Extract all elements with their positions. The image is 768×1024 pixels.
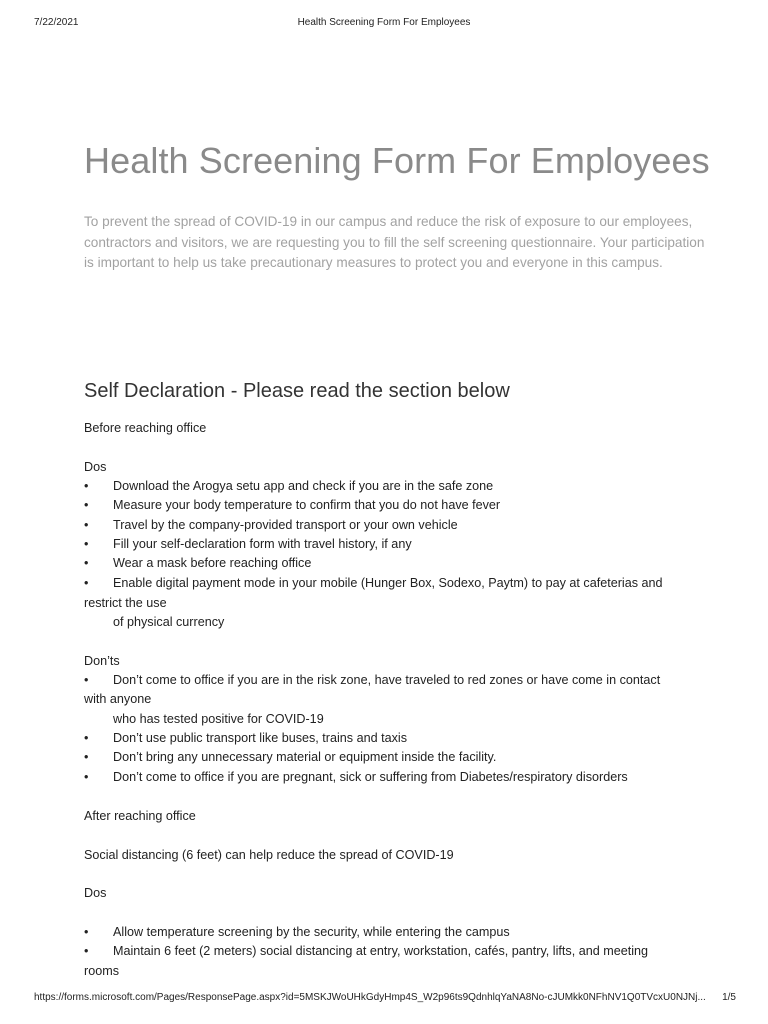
print-date: 7/22/2021	[34, 17, 79, 28]
list-item-text: Allow temperature screening by the security, while entering the campus	[113, 925, 510, 939]
list-item-text: Wear a mask before reaching office	[113, 556, 312, 570]
list-item-text: Don’t come to office if you are pregnant, sick or suffering from Diabetes/respiratory disorders	[113, 770, 628, 784]
bullet: •	[84, 770, 89, 784]
list-item-text: Don’t come to office if you are in the risk zone, have traveled to red zones or have come in contact	[113, 673, 661, 687]
before-reaching-office-heading: Before reaching office	[84, 421, 207, 435]
list-item-text: Don’t use public transport like buses, trains and taxis	[113, 731, 408, 745]
list-item-text: Measure your body temperature to confirm that you do not have fever	[113, 498, 501, 512]
bullet: •	[84, 518, 89, 532]
print-page-title: Health Screening Form For Employees	[297, 17, 471, 28]
after-reaching-office-heading: After reaching office	[84, 809, 196, 823]
bullet: •	[84, 556, 89, 570]
list-item-text: Maintain 6 feet (2 meters) social distancing at entry, workstation, cafés, pantry, lifts, and meeting	[113, 944, 649, 958]
print-page-number: 1/5	[722, 992, 736, 1003]
bullet: •	[84, 731, 89, 745]
bullet: •	[84, 944, 89, 958]
list-item-text: Enable digital payment mode in your mobile (Hunger Box, Sodexo, Paytm) to pay at cafeterias and	[113, 576, 663, 590]
bullet: •	[84, 498, 89, 512]
form-title: Health Screening Form For Employees	[84, 140, 710, 181]
donts-label: Don’ts	[84, 654, 120, 668]
list-item-continuation: rooms	[84, 964, 119, 978]
print-header	[0, 17, 768, 33]
bullet: •	[84, 750, 89, 764]
list-item-continuation: restrict the use	[84, 596, 167, 610]
list-item-text: Download the Arogya setu app and check if you are in the safe zone	[113, 479, 494, 493]
list-item-continuation: who has tested positive for COVID-19	[113, 712, 324, 726]
dos-label: Dos	[84, 886, 107, 900]
dos-label: Dos	[84, 460, 107, 474]
bullet: •	[84, 673, 89, 687]
section-title: Self Declaration - Please read the section below	[84, 380, 510, 402]
bullet: •	[84, 479, 89, 493]
list-item-text: Travel by the company-provided transport or your own vehicle	[113, 518, 458, 532]
list-item-continuation: of physical currency	[113, 615, 225, 629]
print-footer	[0, 992, 768, 1008]
bullet: •	[84, 925, 89, 939]
bullet: •	[84, 537, 89, 551]
bullet: •	[84, 576, 89, 590]
list-item-text: Fill your self-declaration form with travel history, if any	[113, 537, 412, 551]
list-item-text: Don’t bring any unnecessary material or equipment inside the facility.	[113, 750, 497, 764]
form-description: To prevent the spread of COVID-19 in our campus and reduce the risk of exposure to our employees, contractors and visitors, we are requesting you to fill the self screening questionnaire. Your participation is important to help us take precautionary measures to protect you and everyone in this campus.	[84, 214, 705, 271]
list-item-continuation: with anyone	[84, 692, 152, 706]
print-url: https://forms.microsoft.com/Pages/ResponsePage.aspx?id=5MSKJWoUHkGdyHmp4S_W2p96ts9QdnhlqYaNA8No-cJUMkk0NFhNV1Q0TVcxU0NJNj...	[34, 992, 706, 1003]
social-distancing-note: Social distancing (6 feet) can help reduce the spread of COVID-19	[84, 848, 454, 862]
